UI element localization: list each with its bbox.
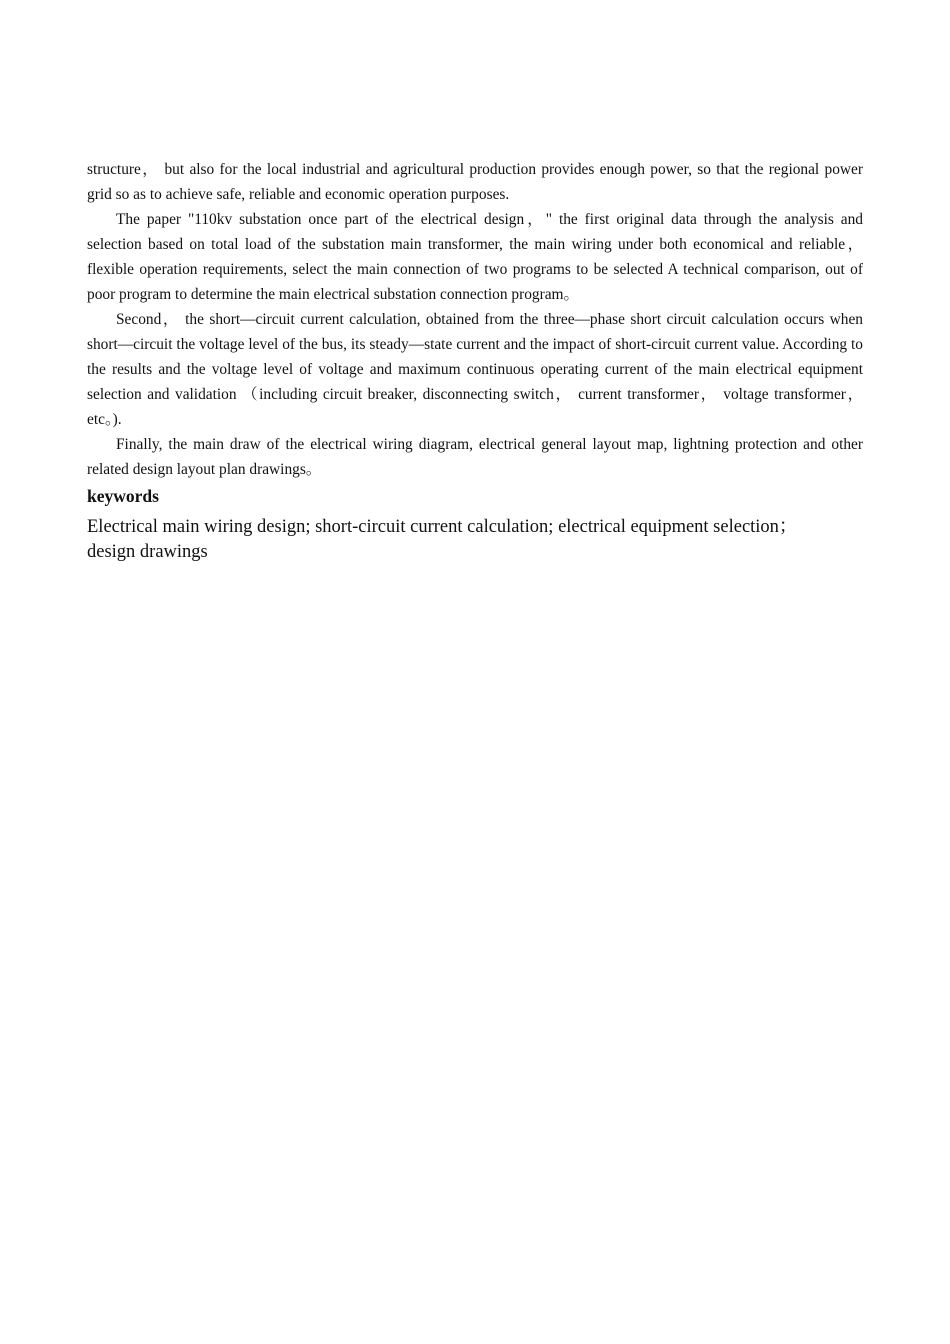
abstract-paragraph-design: The paper "110kv substation once part of the electrical design，" the first original data through the analysis and selection based on total load of the substation main transformer, the main wiring under both economical and reliable， flexible operation requirements, select the main connection of two programs to be selected A technical comparison, out of poor program to determine the main electrical substation connection program。 [87,211,863,303]
abstract-paragraph-continuation: structure， but also for the local industrial and agricultural production provides enough power, so that the regional power grid so as to achieve safe, reliable and economic operation purposes. [87,161,863,203]
abstract-paragraph-drawings: Finally, the main draw of the electrical wiring diagram, electrical general layout map, lightning protection and other related design layout plan drawings。 [87,436,863,478]
abstract-paragraph-short-circuit: Second， the short—circuit current calculation, obtained from the three—phase short circuit calculation occurs when short—circuit the voltage level of the bus, its steady—state current and the impact of short-circuit current value. According to the results and the voltage level of voltage and maximum continuous operating current of the main electrical equipment selection and validation （including circuit breaker, disconnecting switch， current transformer， voltage transformer， etc。). [87,311,863,428]
abstract-body [87,157,863,565]
keywords-text: Electrical main wiring design; short-circuit current calculation; electrical equipment selection；design drawings [87,517,798,562]
keywords-heading: keywords [87,486,159,506]
